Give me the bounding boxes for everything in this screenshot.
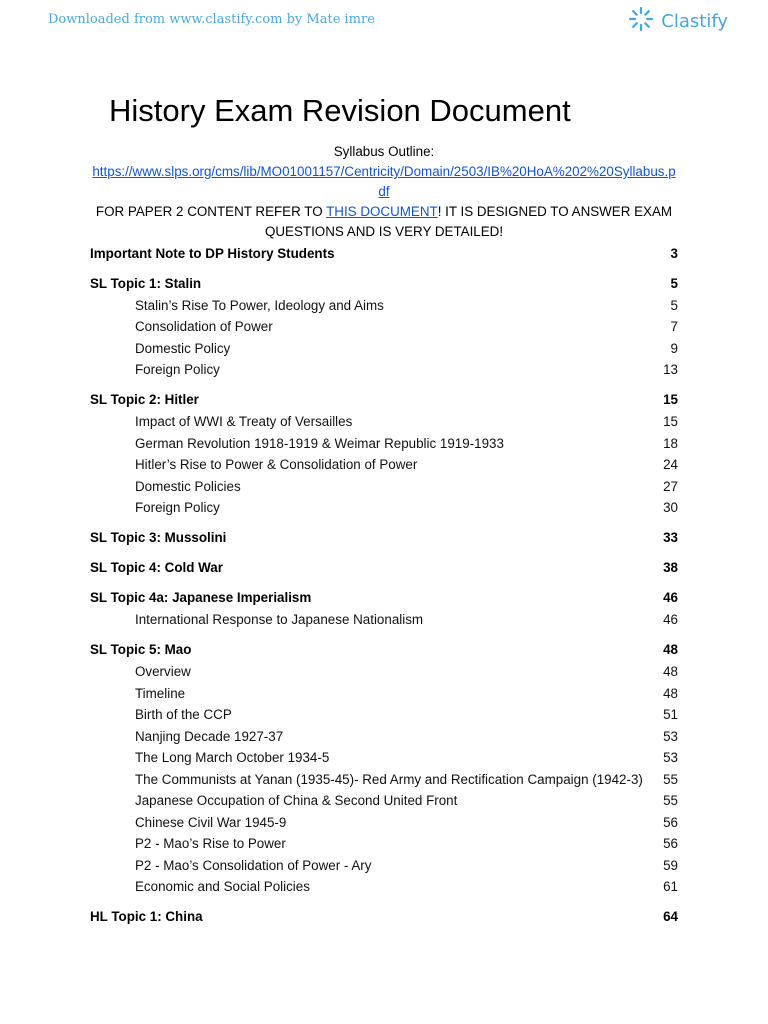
toc-heading-row[interactable]	[90, 640, 678, 660]
toc-page-number: 33	[663, 530, 678, 545]
toc-page-number: 48	[663, 642, 678, 657]
toc-label: SL Topic 3: Mussolini	[90, 530, 227, 545]
toc-page-number: 5	[670, 297, 678, 313]
toc-label: Domestic Policy	[135, 340, 231, 356]
toc-page-number: 53	[663, 750, 678, 765]
toc-page-number: 3	[670, 245, 678, 261]
toc-label: Timeline	[135, 685, 186, 701]
toc-entry-row[interactable]	[135, 610, 678, 630]
clastify-brand-name: Clastify	[661, 10, 728, 32]
toc-entry-row[interactable]	[135, 360, 678, 380]
toc-label: Stalin’s Rise To Power, Ideology and Aims	[135, 297, 384, 313]
toc-page-number: 59	[663, 857, 678, 873]
toc-page-number: 56	[663, 814, 678, 830]
toc-heading-row[interactable]	[90, 528, 678, 548]
toc-label: SL Topic 4a: Japanese Imperialism	[90, 590, 312, 605]
toc-label: Domestic Policies	[135, 478, 241, 494]
toc-heading-row[interactable]	[90, 907, 678, 927]
download-watermark: Downloaded from www.clastify.com by Mate imre	[48, 12, 375, 27]
toc-entry-row[interactable]	[135, 791, 678, 811]
toc-label: P2 - Mao’s Rise to Power	[135, 836, 286, 851]
toc-label: Japanese Occupation of China & Second United Front	[135, 793, 458, 808]
toc-entry-row[interactable]	[135, 498, 678, 518]
toc-page-number: 48	[663, 664, 678, 679]
toc-heading-row[interactable]	[90, 243, 678, 263]
toc-page-number: 18	[663, 435, 678, 451]
toc-page-number: 24	[663, 457, 678, 472]
syllabus-link[interactable]: https://www.slps.org/cms/lib/MO01001157/Centricity/Domain/2503/IB%20HoA%202%20Syllabus.pdf	[92, 164, 676, 199]
toc-entry-row[interactable]	[135, 476, 678, 496]
toc-heading-row[interactable]	[90, 558, 678, 578]
toc-page-number: 7	[670, 319, 678, 334]
toc-page-number: 55	[663, 793, 678, 808]
toc-label: Economic and Social Policies	[135, 879, 310, 894]
toc-page-number: 38	[663, 560, 678, 575]
toc-label: Hitler’s Rise to Power & Consolidation of Power	[135, 457, 418, 472]
toc-page-number: 48	[663, 685, 678, 701]
toc-entry-row[interactable]	[135, 662, 678, 682]
toc-page-number: 53	[663, 728, 678, 744]
toc-entry-row[interactable]	[135, 683, 678, 703]
toc-label: Chinese Civil War 1945-9	[135, 814, 287, 830]
toc-entry-row[interactable]	[135, 338, 678, 358]
document-title: History Exam Revision Document	[109, 93, 571, 128]
toc-entry-row[interactable]	[135, 726, 678, 746]
toc-page-number: 9	[670, 340, 678, 356]
toc-heading-row[interactable]	[90, 273, 678, 293]
toc-page-number: 27	[663, 478, 678, 494]
toc-label: Consolidation of Power	[135, 319, 273, 334]
toc-page-number: 56	[663, 836, 678, 851]
toc-entry-row[interactable]	[135, 412, 678, 432]
syllabus-label: Syllabus Outline:	[333, 144, 435, 159]
toc-label: Overview	[135, 664, 191, 679]
paper2-note	[90, 202, 678, 241]
toc-label: Birth of the CCP	[135, 707, 232, 722]
toc-label: Foreign Policy	[135, 362, 220, 377]
toc-page-number: 55	[663, 771, 678, 787]
clastify-logo-icon	[627, 5, 655, 38]
toc-entry-row[interactable]	[135, 834, 678, 854]
toc-entry-row[interactable]	[135, 705, 678, 725]
this-document-link[interactable]: THIS DOCUMENT	[326, 204, 438, 219]
toc-page-number: 5	[670, 275, 678, 291]
toc-label: Impact of WWI & Treaty of Versailles	[135, 414, 353, 429]
toc-page-number: 30	[663, 500, 678, 515]
toc-page-number: 64	[663, 909, 678, 924]
toc-heading-row[interactable]	[90, 390, 678, 410]
toc-label: SL Topic 1: Stalin	[90, 275, 202, 291]
toc-entry-row[interactable]	[135, 295, 678, 315]
toc-label: Foreign Policy	[135, 500, 220, 515]
toc-label: International Response to Japanese Nationalism	[135, 612, 424, 627]
toc-page-number: 61	[663, 879, 678, 894]
toc-label: The Long March October 1934-5	[135, 750, 330, 765]
toc-heading-row[interactable]	[90, 588, 678, 608]
toc-page-number: 46	[663, 590, 678, 605]
toc-label: SL Topic 5: Mao	[90, 642, 192, 657]
toc-entry-row[interactable]	[135, 317, 678, 337]
toc-page-number: 51	[663, 707, 678, 722]
toc-entry-row[interactable]	[135, 748, 678, 768]
note-suffix: ! IT IS DESIGNED TO ANSWER EXAM QUESTIONS AND IS VERY DETAILED!	[264, 204, 673, 239]
toc-label: Nanjing Decade 1927-37	[135, 728, 284, 744]
toc-label: HL Topic 1: China	[90, 909, 203, 924]
toc-entry-row[interactable]	[135, 769, 678, 789]
toc-label: P2 - Mao’s Consolidation of Power - Ary	[135, 857, 372, 873]
toc-entry-row[interactable]	[135, 455, 678, 475]
note-prefix: FOR PAPER 2 CONTENT REFER TO	[95, 204, 327, 219]
toc-page-number: 46	[663, 612, 678, 627]
toc-entry-row[interactable]	[135, 877, 678, 897]
syllabus-link-block	[90, 162, 678, 201]
toc-label: Important Note to DP History Students	[90, 245, 335, 261]
toc-label: SL Topic 2: Hitler	[90, 392, 199, 407]
toc-label: SL Topic 4: Cold War	[90, 560, 223, 575]
toc-entry-row[interactable]	[135, 855, 678, 875]
toc-page-number: 13	[663, 362, 678, 377]
toc-entry-row[interactable]	[135, 433, 678, 453]
clastify-brand[interactable]	[627, 6, 728, 36]
toc-label: German Revolution 1918-1919 & Weimar Republic 1919-1933	[135, 435, 504, 451]
toc-label: The Communists at Yanan (1935-45)- Red Army and Rectification Campaign (1942-3)	[135, 771, 643, 787]
toc-page-number: 15	[663, 392, 678, 407]
toc-page-number: 15	[663, 414, 678, 429]
toc-entry-row[interactable]	[135, 812, 678, 832]
